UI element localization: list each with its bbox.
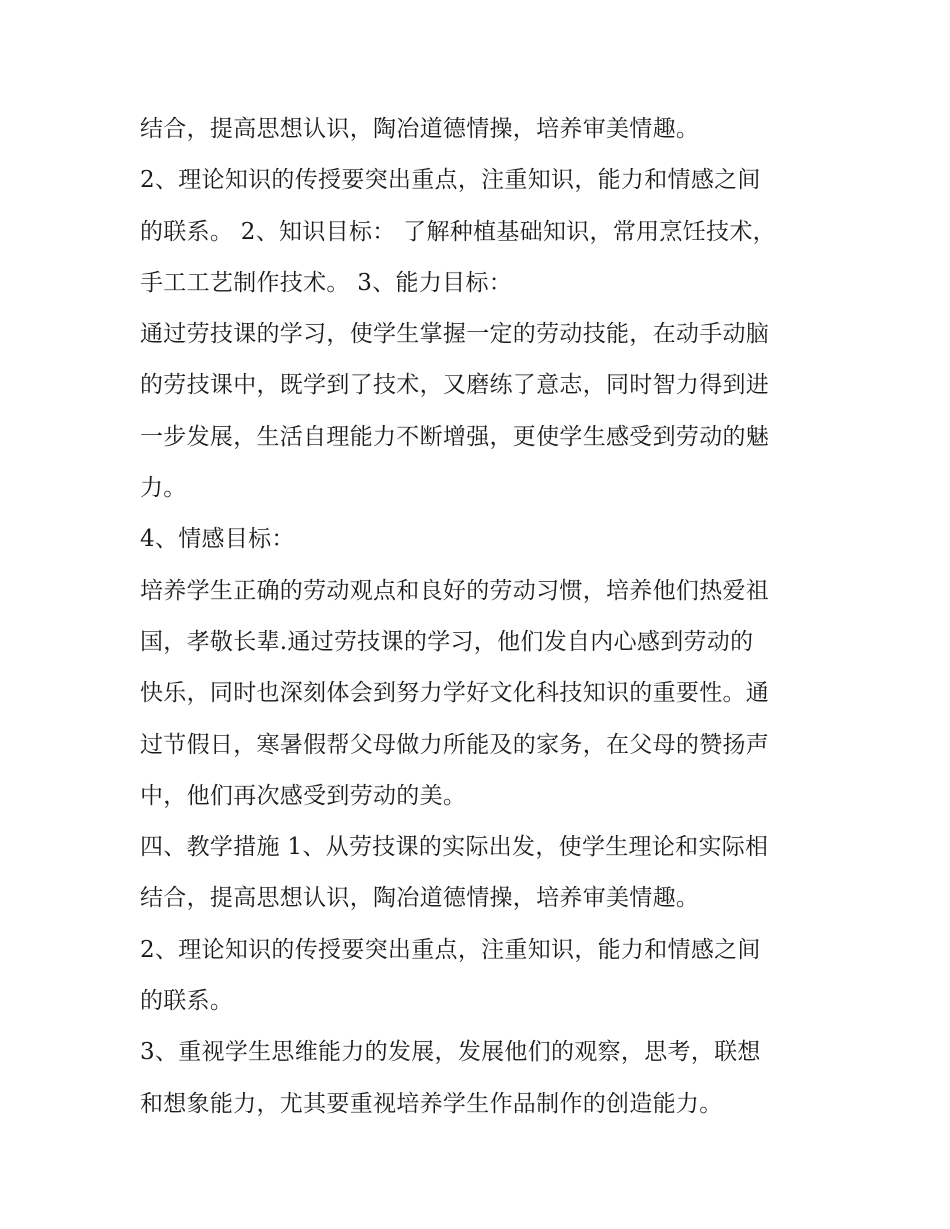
text-line: 一步发展，生活自理能力不断增强，更使学生感受到劳动的魅 <box>140 423 770 450</box>
text-line: 过节假日，寒暑假帮父母做力所能及的家务，在父母的赞扬声 <box>140 731 770 758</box>
text-line: 2、理论知识的传授要突出重点，注重知识，能力和情感之间 <box>140 936 761 963</box>
text-line: 的联系。 <box>140 988 234 1015</box>
text-line: 的劳技课中，既学到了技术，又磨练了意志，同时智力得到进 <box>140 372 770 399</box>
text-line: 和想象能力，尤其要重视培养学生作品制作的创造能力。 <box>140 1090 723 1117</box>
text-line: 力。 <box>140 475 187 502</box>
text-line: 手工工艺制作技术。 3、能力目标： <box>140 269 513 296</box>
text-line: 中，他们再次感受到劳动的美。 <box>140 782 467 809</box>
text-line: 结合，提高思想认识，陶冶道德情操，培养审美情趣。 <box>140 885 700 912</box>
text-line: 2、理论知识的传授要突出重点，注重知识，能力和情感之间 <box>140 167 761 194</box>
text-line: 结合，提高思想认识，陶冶道德情操，培养审美情趣。 <box>140 116 700 142</box>
text-line: 的联系。 2、知识目标： 了解种植基础知识，常用烹饪技术， <box>140 218 776 245</box>
text-line: 4、情感目标： <box>140 526 295 553</box>
text-line: 培养学生正确的劳动观点和良好的劳动习惯，培养他们热爱祖 <box>140 577 770 604</box>
text-line: 3、重视学生思维能力的发展，发展他们的观察，思考，联想 <box>140 1039 761 1066</box>
document-body <box>140 104 820 1130</box>
text-line: 通过劳技课的学习，使学生掌握一定的劳动技能，在动手动脑 <box>140 321 770 348</box>
text-line: 国，孝敬长辈.通过劳技课的学习，他们发自内心感到劳动的 <box>140 628 754 655</box>
text-line: 四、教学措施 1、从劳技课的实际出发，使学生理论和实际相 <box>140 834 769 861</box>
text-line: 快乐，同时也深刻体会到努力学好文化科技知识的重要性。通 <box>140 680 770 707</box>
